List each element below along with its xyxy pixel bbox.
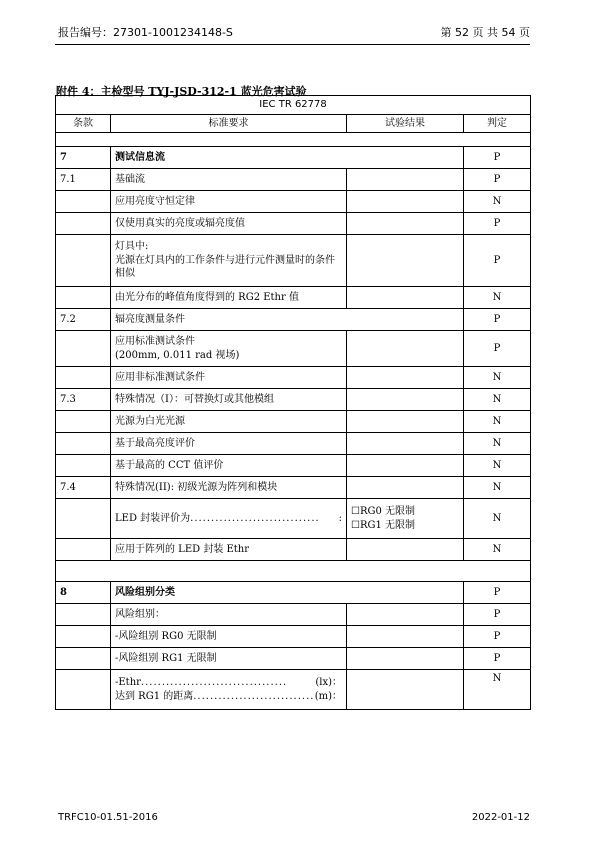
blue-light-hazard-table bbox=[55, 95, 531, 710]
unit-label: (lx)： bbox=[315, 677, 342, 688]
verdict: P bbox=[464, 169, 531, 191]
verdict: P bbox=[464, 309, 531, 331]
requirement: 由光分布的峰值角度得到的 RG2 Ethr 值 bbox=[111, 287, 347, 309]
column-header-row bbox=[56, 114, 531, 133]
verdict: N bbox=[464, 287, 531, 309]
col-result: 试验结果 bbox=[347, 114, 464, 133]
result bbox=[347, 499, 464, 539]
requirement-text: LED 封装评价为 bbox=[115, 512, 191, 524]
verdict: N bbox=[464, 389, 531, 411]
table-row bbox=[56, 539, 531, 561]
rg0-checkbox-option[interactable]: ☐RG0 无限制 bbox=[351, 506, 416, 517]
verdict: P bbox=[464, 648, 531, 670]
verdict: N bbox=[464, 670, 531, 710]
table-row bbox=[56, 433, 531, 455]
col-clause: 条款 bbox=[56, 114, 111, 133]
table-row bbox=[56, 411, 531, 433]
table-row bbox=[56, 331, 531, 367]
requirement-line: 应用标准测试条件 bbox=[115, 336, 195, 347]
verdict: N bbox=[464, 367, 531, 389]
table-row bbox=[56, 309, 531, 331]
requirement bbox=[111, 670, 347, 710]
verdict: N bbox=[464, 499, 531, 539]
report-number: 报告编号：27301-1001234148-S bbox=[58, 26, 233, 39]
requirement: 风险组别： bbox=[111, 604, 347, 626]
requirement: 应用于阵列的 LED 封装 Ethr bbox=[111, 539, 347, 561]
requirement: -风险组别 RG0 无限制 bbox=[111, 626, 347, 648]
table-row bbox=[56, 604, 531, 626]
table-row bbox=[56, 648, 531, 670]
annex-title: 附件 4：主检型号 TYJ-JSD-312-1 蓝光危害试验 bbox=[56, 85, 307, 98]
requirement: 辐亮度测量条件 bbox=[111, 309, 464, 331]
col-requirement: 标准要求 bbox=[111, 114, 347, 133]
requirement: 应用非标准测试条件 bbox=[111, 367, 347, 389]
clause: 7.2 bbox=[56, 309, 111, 331]
rg1-checkbox-option[interactable]: ☐RG1 无限制 bbox=[351, 519, 416, 531]
table-row bbox=[56, 626, 531, 648]
col-verdict: 判定 bbox=[464, 114, 531, 133]
clause: 7.3 bbox=[56, 389, 111, 411]
verdict: N bbox=[464, 191, 531, 213]
requirement-line: (200mm, 0.011 rad 视场) bbox=[115, 349, 240, 361]
verdict: N bbox=[464, 477, 531, 499]
requirement bbox=[111, 331, 347, 367]
verdict: N bbox=[464, 433, 531, 455]
leader-dots: ............................... bbox=[190, 512, 320, 524]
verdict: P bbox=[464, 604, 531, 626]
requirement-line: 光源在灯具内的工作条件与进行元件测量时的条件相似 bbox=[115, 254, 335, 280]
table-row bbox=[56, 670, 531, 710]
table-row bbox=[56, 582, 531, 604]
verdict: P bbox=[464, 331, 531, 367]
requirement: 特殊情况（I）：可替换灯或其他模组 bbox=[111, 389, 347, 411]
unit-label: (m)： bbox=[314, 690, 342, 702]
requirement: 风险组别分类 bbox=[111, 582, 464, 604]
table-row bbox=[56, 477, 531, 499]
standard-row bbox=[56, 96, 531, 115]
requirement: 基础流 bbox=[111, 169, 347, 191]
table-row bbox=[56, 287, 531, 309]
table-row bbox=[56, 169, 531, 191]
footer-date: 2022-01-12 bbox=[471, 812, 530, 823]
verdict: N bbox=[464, 539, 531, 561]
clause: 7.4 bbox=[56, 477, 111, 499]
requirement: -风险组别 RG1 无限制 bbox=[111, 648, 347, 670]
leader-colon: : bbox=[338, 512, 342, 524]
form-number: TRFC10-01.51-2016 bbox=[58, 812, 158, 823]
requirement bbox=[111, 235, 347, 287]
requirement-text: 达到 RG1 的距离 bbox=[115, 690, 194, 702]
table-row bbox=[56, 147, 531, 169]
clause: 7 bbox=[56, 147, 111, 169]
standard-name: IEC TR 62778 bbox=[56, 96, 531, 115]
requirement-line: 灯具中: bbox=[115, 241, 149, 253]
table-row bbox=[56, 191, 531, 213]
spacer-row bbox=[56, 133, 531, 147]
requirement-text: -Ethr bbox=[115, 677, 141, 688]
table-row bbox=[56, 389, 531, 411]
clause: 8 bbox=[56, 582, 111, 604]
table-row bbox=[56, 499, 531, 539]
verdict: P bbox=[464, 213, 531, 235]
leader-dots: ................................... bbox=[140, 677, 288, 688]
header-divider bbox=[55, 44, 530, 45]
result bbox=[347, 169, 464, 191]
page-number: 第 52 页 共 54 页 bbox=[440, 26, 530, 39]
verdict: P bbox=[464, 626, 531, 648]
verdict: N bbox=[464, 455, 531, 477]
requirement: 特殊情况(II): 初级光源为阵列和模块 bbox=[111, 477, 347, 499]
verdict: N bbox=[464, 411, 531, 433]
verdict: P bbox=[464, 147, 531, 169]
leader-dots: ............................. bbox=[193, 690, 315, 702]
requirement: 仅使用真实的亮度或辐亮度值 bbox=[111, 213, 347, 235]
table-row bbox=[56, 213, 531, 235]
requirement: 测试信息流 bbox=[111, 147, 464, 169]
table-row bbox=[56, 235, 531, 287]
table-row bbox=[56, 367, 531, 389]
requirement: 光源为白光光源 bbox=[111, 411, 347, 433]
requirement: 基于最高的 CCT 值评价 bbox=[111, 455, 347, 477]
requirement: 应用亮度守恒定律 bbox=[111, 191, 347, 213]
table-row bbox=[56, 455, 531, 477]
spacer-row bbox=[56, 561, 531, 582]
requirement: 基于最高亮度评价 bbox=[111, 433, 347, 455]
requirement bbox=[111, 499, 347, 539]
verdict: P bbox=[464, 235, 531, 287]
clause: 7.1 bbox=[56, 169, 111, 191]
verdict: P bbox=[464, 582, 531, 604]
